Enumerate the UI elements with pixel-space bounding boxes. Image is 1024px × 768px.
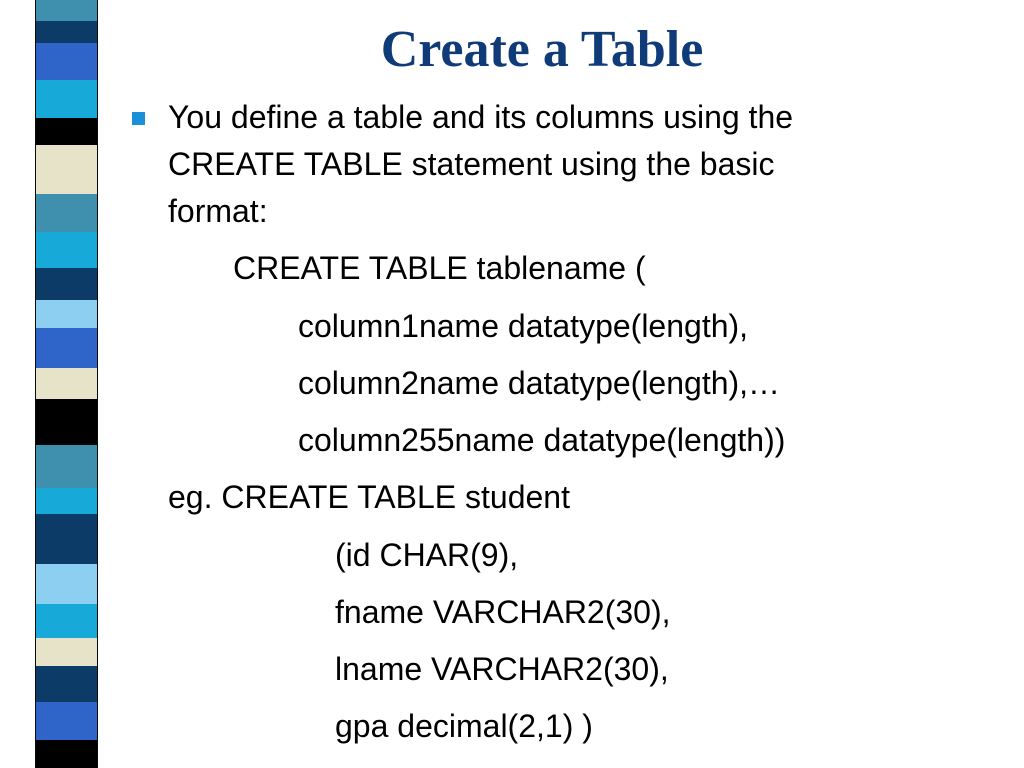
example-line-create-table: eg. CREATE TABLE student (168, 479, 570, 515)
slide-title: Create a Table (380, 21, 704, 78)
example-line-id: (id CHAR(9), (335, 537, 519, 573)
bullet-text-line-3: format: (168, 193, 268, 229)
bullet-text-line-1: You define a table and its columns using the (168, 99, 794, 135)
syntax-line-column2: column2name datatype(length),… (298, 365, 781, 401)
syntax-line-column1: column1name datatype(length), (298, 308, 749, 344)
example-line-gpa: gpa decimal(2,1) ) (335, 708, 593, 744)
bullet-icon (132, 112, 145, 125)
syntax-line-create-table: CREATE TABLE tablename ( (233, 250, 646, 286)
syntax-line-column255: column255name datatype(length)) (298, 422, 786, 458)
bullet-text-line-2: CREATE TABLE statement using the basic (168, 146, 775, 182)
decorative-color-strip (35, 0, 98, 768)
example-line-fname: fname VARCHAR2(30), (335, 594, 671, 630)
example-line-lname: lname VARCHAR2(30), (335, 651, 669, 687)
